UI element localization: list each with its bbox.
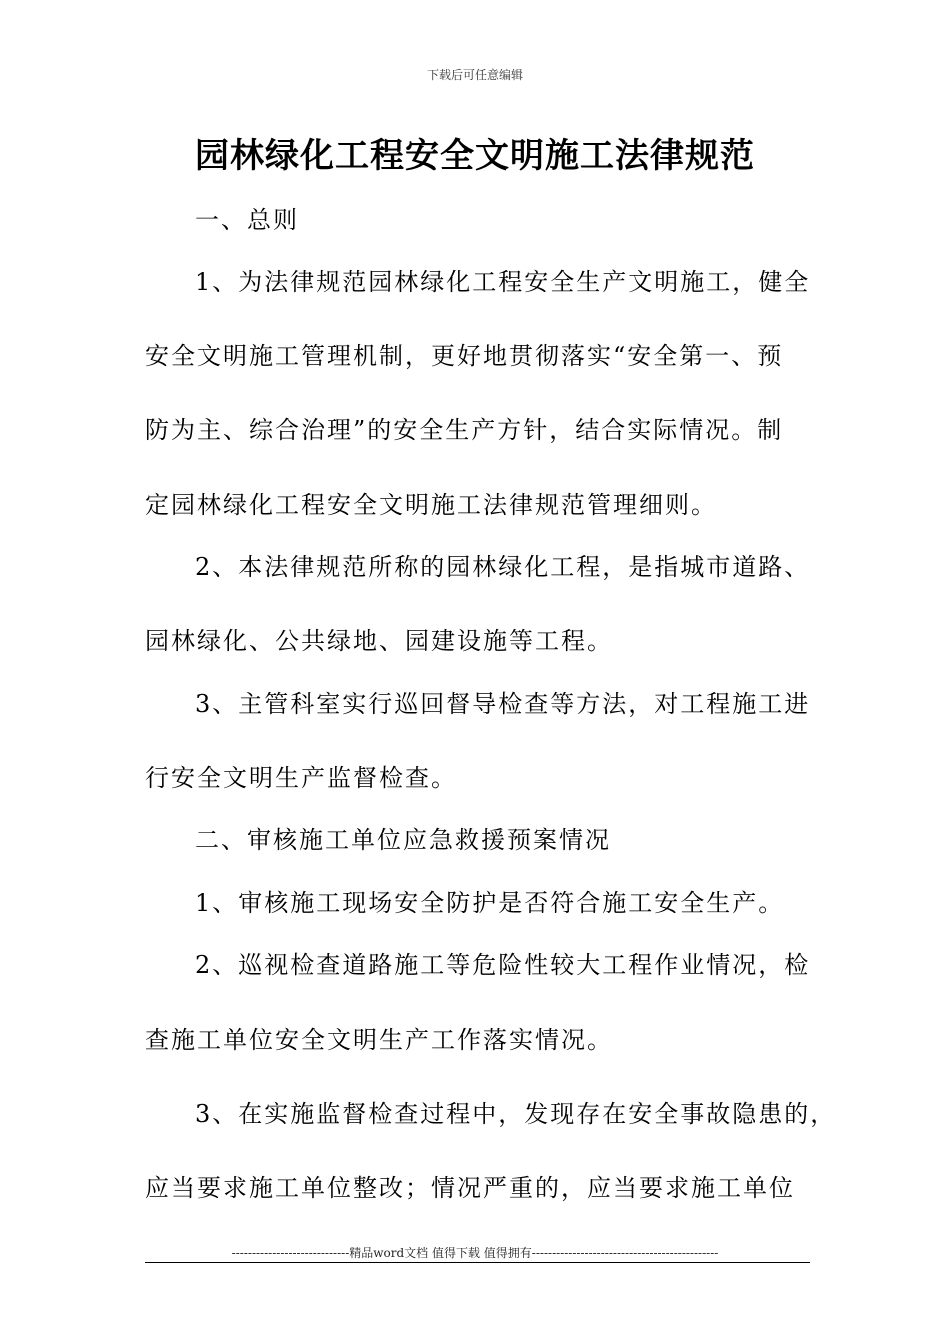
paragraph-line: 安全文明施工管理机制，更好地贯彻落实“安全第一、预 — [145, 342, 784, 370]
footer-text: -----------------------------精品word文档 值得下载 值得拥有---------------------------------------------- — [231, 1246, 719, 1260]
paragraph-line: 查施工单位安全文明生产工作落实情况。 — [145, 1026, 613, 1054]
paragraph-line: 3、在实施监督检查过程中，发现存在安全事故隐患的， — [195, 1100, 837, 1128]
paragraph-line: 3、主管科室实行巡回督导检查等方法，对工程施工进 — [195, 690, 811, 718]
paragraph-line: 2、本法律规范所称的园林绿化工程，是指城市道路、 — [195, 553, 811, 581]
page-title: 园林绿化工程安全文明施工法律规范 — [195, 136, 755, 176]
paragraph-line: 应当要求施工单位整改；情况严重的，应当要求施工单位 — [145, 1174, 795, 1202]
section-heading-review: 二、审核施工单位应急救援预案情况 — [195, 826, 611, 854]
paragraph-line: 防为主、综合治理”的安全生产方针，结合实际情况。制 — [145, 416, 784, 444]
paragraph-line: 园林绿化、公共绿地、园建设施等工程。 — [145, 627, 613, 655]
header-note: 下载后可任意编辑 — [426, 68, 523, 82]
section-heading-general: 一、总则 — [195, 206, 299, 234]
paragraph-line: 1、为法律规范园林绿化工程安全生产文明施工，健全 — [195, 268, 811, 296]
paragraph-line: 定园林绿化工程安全文明施工法律规范管理细则。 — [145, 491, 717, 519]
footer-rule — [145, 1262, 810, 1263]
paragraph-line: 行安全文明生产监督检查。 — [145, 764, 457, 792]
paragraph-line: 2、巡视检查道路施工等危险性较大工程作业情况，检 — [195, 951, 811, 979]
paragraph-line: 1、审核施工现场安全防护是否符合施工安全生产。 — [195, 889, 785, 917]
